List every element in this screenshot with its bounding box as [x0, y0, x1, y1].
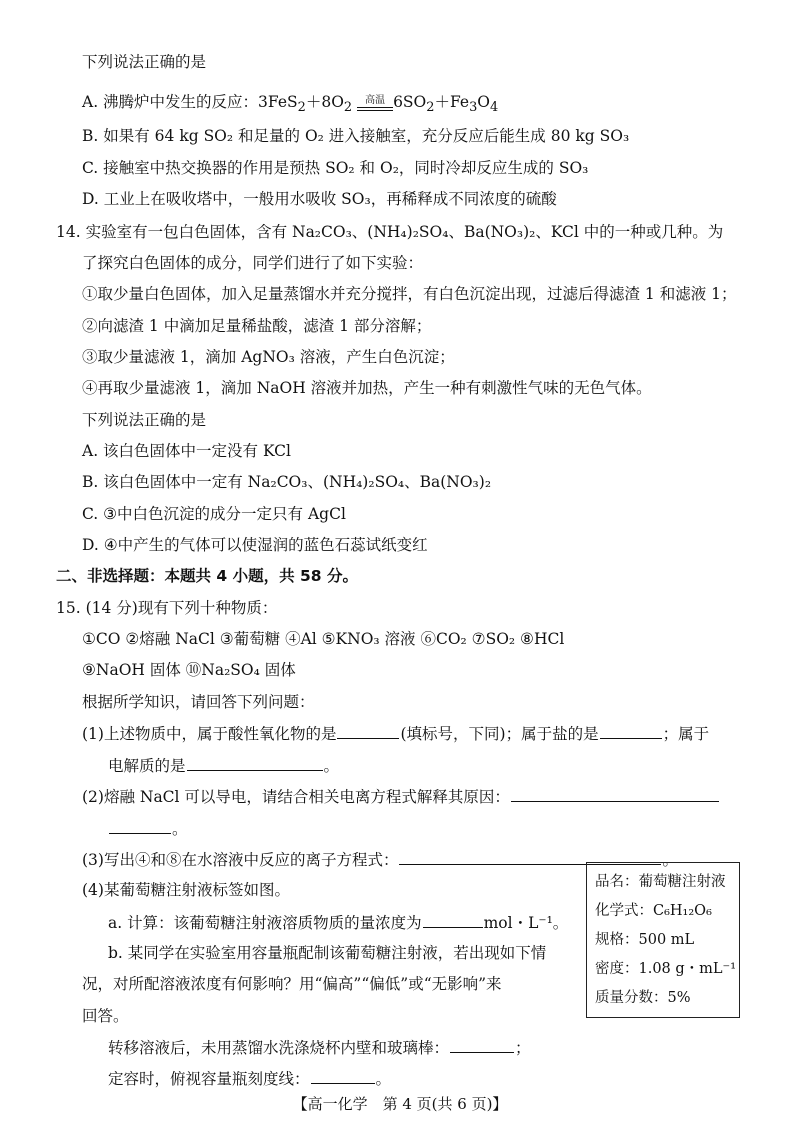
- q13-prompt: 下列说法正确的是: [82, 53, 207, 71]
- page-footer: 【高一化学 第 4 页(共 6 页)】: [292, 1095, 508, 1113]
- q13-option-c: C. 接触室中热交换器的作用是预热 SO₂ 和 O₂，同时冷却反应生成的 SO₃: [82, 159, 589, 177]
- q14-prompt: 下列说法正确的是: [82, 411, 207, 429]
- label-density: 密度：1.08 g・mL⁻¹: [595, 961, 737, 977]
- q14-step-2: ②向滤渣 1 中滴加足量稀盐酸，滤渣 1 部分溶解；: [82, 317, 432, 335]
- q15-part4: (4)某葡萄糖注射液标签如图。: [82, 881, 290, 899]
- answer-blank-conduction-reason[interactable]: [511, 786, 719, 802]
- q14-stem-line1: 14. 实验室有一包白色固体，含有 Na₂CO₃、(NH₄)₂SO₄、Ba(NO₃)₂、KCl 中的一种或几种。为: [56, 223, 724, 241]
- q15-part4a: a. 计算：该葡萄糖注射液溶质物质的量浓度为 mol・L⁻¹。: [108, 914, 569, 932]
- glucose-label-box: [586, 862, 740, 1018]
- q14-option-a: A. 该白色固体中一定没有 KCl: [82, 442, 291, 460]
- q13-option-b: B. 如果有 64 kg SO₂ 和足量的 O₂ 进入接触室，充分反应后能生成 80 kg SO₃: [82, 127, 630, 145]
- answer-blank-salt[interactable]: [600, 723, 662, 739]
- q13-option-d: D. 工业上在吸收塔中，一般用水吸收 SO₃，再稀释成不同浓度的硫酸: [82, 190, 557, 208]
- q15-part4b-line3: 回答。: [82, 1007, 129, 1025]
- q14-option-c: C. ③中白色沉淀的成分一定只有 AgCl: [82, 505, 346, 523]
- q14-step-3: ③取少量滤液 1，滴加 AgNO₃ 溶液，产生白色沉淀；: [82, 348, 455, 366]
- q15-part4b-line1: b. 某同学在实验室用容量瓶配制该葡萄糖注射液，若出现如下情: [108, 944, 547, 962]
- q15-substance-list-1: ①CO ②熔融 NaCl ③葡萄糖 ④Al ⑤KNO₃ 溶液 ⑥CO₂ ⑦SO₂ ⑧HCl: [82, 630, 565, 648]
- q15-head: 15. (14 分)现有下列十种物质：: [56, 599, 278, 617]
- q15-part1-line1: (1)上述物质中，属于酸性氧化物的是 (填标号，下同)；属于盐的是 ；属于: [82, 725, 710, 743]
- label-name: 品名：葡萄糖注射液: [595, 874, 726, 890]
- answer-blank-acidic-oxide[interactable]: [337, 723, 399, 739]
- q14-step-1: ①取少量白色固体，加入足量蒸馏水并充分搅拌，有白色沉淀出现，过滤后得滤渣 1 和滤液 1；: [82, 285, 737, 303]
- section-heading: 二、非选择题：本题共 4 小题，共 58 分。: [56, 567, 358, 585]
- q14-step-4: ④再取少量滤液 1，滴加 NaOH 溶液并加热，产生一种有刺激性气味的无色气体。: [82, 379, 652, 397]
- label-mass-fraction: 质量分数：5%: [595, 990, 691, 1006]
- q14-option-d: D. ④中产生的气体可以使湿润的蓝色石蕊试纸变红: [82, 536, 428, 554]
- answer-blank-no-rinse-effect[interactable]: [450, 1037, 514, 1053]
- q15-part2-line1: (2)熔融 NaCl 可以导电，请结合相关电离方程式解释其原因：: [82, 786, 720, 807]
- q15-part3: (3)写出④和⑧在水溶液中反应的离子方程式： 。: [82, 851, 678, 869]
- label-formula: 化学式：C₆H₁₂O₆: [595, 903, 712, 919]
- q15-substance-list-2: ⑨NaOH 固体 ⑩Na₂SO₄ 固体: [82, 661, 296, 679]
- q15-part1-line2: 电解质的是 。: [108, 757, 340, 775]
- q15-part2-line2: 。: [108, 818, 188, 839]
- q15-intro: 根据所学知识，请回答下列问题：: [82, 693, 315, 711]
- q13-option-a: A. 沸腾炉中发生的反应：$3FeS_2+8O_2$ 高温 $6SO_2+Fe_3O_4$: [82, 93, 499, 116]
- answer-blank-concentration[interactable]: [423, 912, 483, 928]
- q15-part4c-line1: 转移溶液后，未用蒸馏水洗涤烧杯内壁和玻璃棒： ；: [108, 1039, 531, 1057]
- q14-option-b: B. 该白色固体中一定有 Na₂CO₃、(NH₄)₂SO₄、Ba(NO₃)₂: [82, 473, 492, 491]
- answer-blank-conduction-reason-cont[interactable]: [109, 818, 171, 834]
- q14-stem-line2: 了探究白色固体的成分，同学们进行了如下实验：: [82, 254, 424, 272]
- q15-part4b-line2: 况，对所配溶液浓度有何影响？用“偏高”“偏低”或“无影响”来: [82, 975, 502, 993]
- q15-part4c-line2: 定容时，俯视容量瓶刻度线： 。: [108, 1070, 392, 1088]
- answer-blank-overlook-effect[interactable]: [311, 1068, 375, 1084]
- answer-blank-electrolyte[interactable]: [187, 755, 323, 771]
- label-spec: 规格：500 mL: [595, 932, 695, 948]
- reaction-condition-arrow: 高温: [357, 95, 393, 111]
